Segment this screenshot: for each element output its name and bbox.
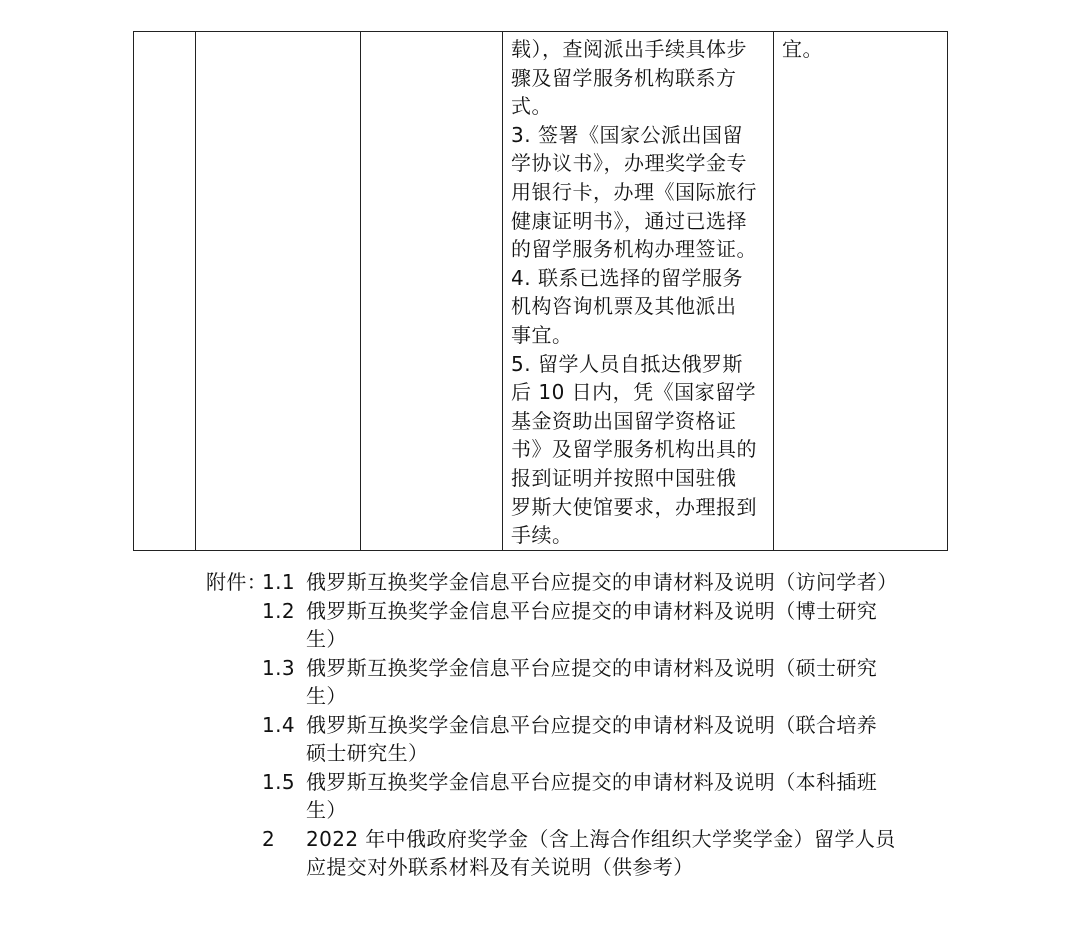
- attachment-line: 生）: [306, 798, 347, 822]
- attachment-number: 1.2: [262, 598, 296, 623]
- attachment-line: 硕士研究生）: [306, 741, 429, 765]
- attachment-title: [306, 768, 926, 825]
- table-cell-empty-3: [361, 32, 503, 551]
- attachment-number: 1.1: [262, 570, 296, 594]
- attachment-number: 2: [262, 826, 276, 851]
- attachment-item: [0, 597, 1080, 654]
- table-cell-empty-2: [196, 32, 361, 551]
- attachment-number: 1.5: [262, 769, 296, 794]
- attachment-item: [0, 825, 1080, 882]
- remarks-text: 宜。: [782, 37, 823, 61]
- step-line: 后 10 日内，凭《国家留学: [511, 380, 757, 405]
- attachment-line: 俄罗斯互换奖学金信息平台应提交的申请材料及说明（访问学者）: [306, 570, 898, 594]
- attachment-item: [0, 768, 1080, 825]
- attachment-item: [0, 711, 1080, 768]
- step-line: 的留学服务机构办理签证。: [511, 237, 757, 262]
- attachment-line: 生）: [306, 627, 347, 651]
- table-row: [134, 32, 948, 551]
- attachment-title: [306, 825, 926, 882]
- attachment-line: 俄罗斯互换奖学金信息平台应提交的申请材料及说明（联合培养: [306, 712, 878, 737]
- attachment-line: 俄罗斯互换奖学金信息平台应提交的申请材料及说明（本科插班: [306, 769, 878, 794]
- step-line: 基金资助出国留学资格证: [511, 408, 737, 433]
- procedure-steps-text: [503, 32, 773, 550]
- step-line: 事宜。: [511, 322, 573, 347]
- step-line: 学协议书》，办理奖学金专: [511, 151, 747, 176]
- attachment-number: 1.4: [262, 712, 296, 737]
- table-cell-procedure-steps: [503, 32, 774, 551]
- step-line: 健康证明书》，通过已选择: [511, 208, 747, 233]
- step-line: 4. 联系已选择的留学服务: [511, 265, 743, 290]
- step-line: 5. 留学人员自抵达俄罗斯: [511, 351, 743, 376]
- attachment-item: [0, 654, 1080, 711]
- attachment-title: [306, 711, 926, 768]
- attachment-line: 俄罗斯互换奖学金信息平台应提交的申请材料及说明（博士研究: [306, 598, 878, 623]
- table-cell-remarks: [774, 32, 948, 551]
- attachment-title: [306, 568, 926, 597]
- step-line: 机构咨询机票及其他派出: [511, 294, 737, 319]
- attachment-number: 1.3: [262, 655, 296, 680]
- step-line: 罗斯大使馆要求，办理报到: [511, 494, 757, 519]
- step-line: 报到证明并按照中国驻俄: [511, 465, 737, 490]
- step-line: 3. 签署《国家公派出国留: [511, 122, 743, 147]
- attachment-line: 生）: [306, 684, 347, 708]
- attachment-title: [306, 654, 926, 711]
- attachment-title: [306, 597, 926, 654]
- attachment-line: 2022 年中俄政府奖学金（含上海合作组织大学奖学金）留学人员: [306, 826, 896, 851]
- step-line: 用银行卡，办理《国际旅行: [511, 179, 757, 204]
- attachment-line: 俄罗斯互换奖学金信息平台应提交的申请材料及说明（硕士研究: [306, 655, 878, 680]
- attachments-list: [0, 568, 1080, 882]
- attachment-line: 应提交对外联系材料及有关说明（供参考）: [306, 855, 694, 879]
- attachment-item: [0, 568, 1080, 597]
- step-line: 式。: [511, 94, 552, 119]
- procedure-table: [133, 31, 948, 551]
- step-line: 载），查阅派出手续具体步: [511, 37, 747, 61]
- step-line: 手续。: [511, 523, 573, 548]
- step-line: 骤及留学服务机构联系方: [511, 65, 737, 90]
- table-cell-empty-1: [134, 32, 196, 551]
- attachments-label: 附件：: [206, 570, 268, 594]
- step-line: 书》及留学服务机构出具的: [511, 437, 757, 462]
